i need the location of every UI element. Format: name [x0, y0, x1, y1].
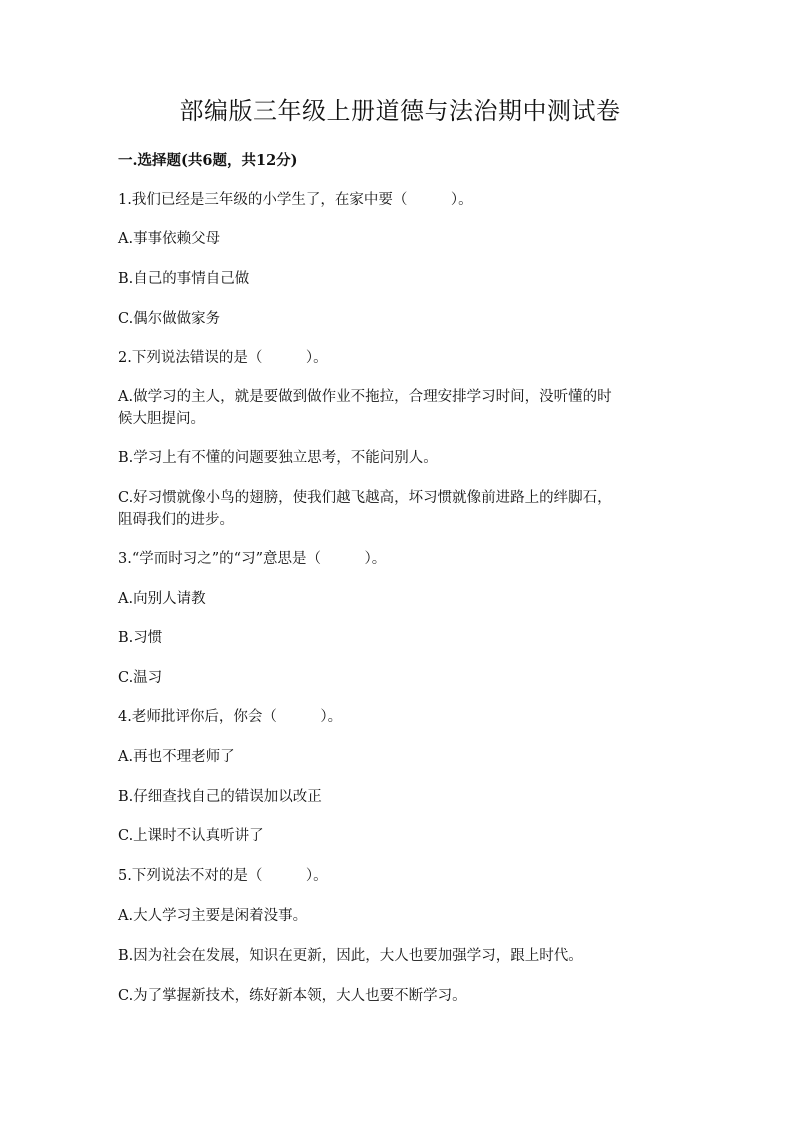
question-2-option-c: C.好习惯就像小鸟的翅膀，使我们越飞越高，坏习惯就像前进路上的绊脚石， — [118, 490, 612, 506]
question-1-option-c: C.偶尔做做家务 — [118, 311, 221, 327]
question-4-stem: 4.老师批评你后，你会（ ）。 — [118, 709, 343, 725]
question-1-option-a: A.事事依赖父母 — [118, 231, 221, 247]
question-5-option-b: B.因为社会在发展，知识在更新，因此，大人也要加强学习，跟上时代。 — [118, 948, 583, 964]
page-title: 部编版三年级上册道德与法治期中测试卷 — [179, 97, 621, 125]
question-2-option-b: B.学习上有不懂的问题要独立思考，不能问别人。 — [118, 450, 438, 466]
question-1-option-b: B.自己的事情自己做 — [118, 271, 250, 287]
question-2-option-a-continued: 候大胆提问。 — [118, 411, 205, 427]
question-3-option-b: B.习惯 — [118, 630, 163, 646]
question-1-stem: 1.我们已经是三年级的小学生了，在家中要（ ）。 — [118, 192, 473, 208]
question-5-option-c: C.为了掌握新技术，练好新本领，大人也要不断学习。 — [118, 988, 467, 1004]
question-5-stem: 5.下列说法不对的是（ ）。 — [118, 868, 328, 884]
question-4-option-a: A.再也不理老师了 — [118, 749, 235, 765]
question-5-option-a: A.大人学习主要是闲着没事。 — [118, 908, 308, 924]
question-4-option-c: C.上课时不认真听讲了 — [118, 828, 264, 844]
question-3-stem: 3.“学而时习之”的“习”意思是（ ）。 — [118, 551, 387, 567]
question-3-option-a: A.向别人请教 — [118, 591, 206, 607]
section-heading: 一.选择题(共6题，共12分) — [118, 152, 298, 169]
question-2-option-a: A.做学习的主人，就是要做到做作业不拖拉，合理安排学习时间，没听懂的时 — [118, 389, 612, 405]
question-3-option-c: C.温习 — [118, 670, 163, 686]
question-2-stem: 2.下列说法错误的是（ ）。 — [118, 350, 328, 366]
question-4-option-b: B.仔细查找自己的错误加以改正 — [118, 789, 322, 805]
question-2-option-c-continued: 阻碍我们的进步。 — [118, 512, 234, 528]
